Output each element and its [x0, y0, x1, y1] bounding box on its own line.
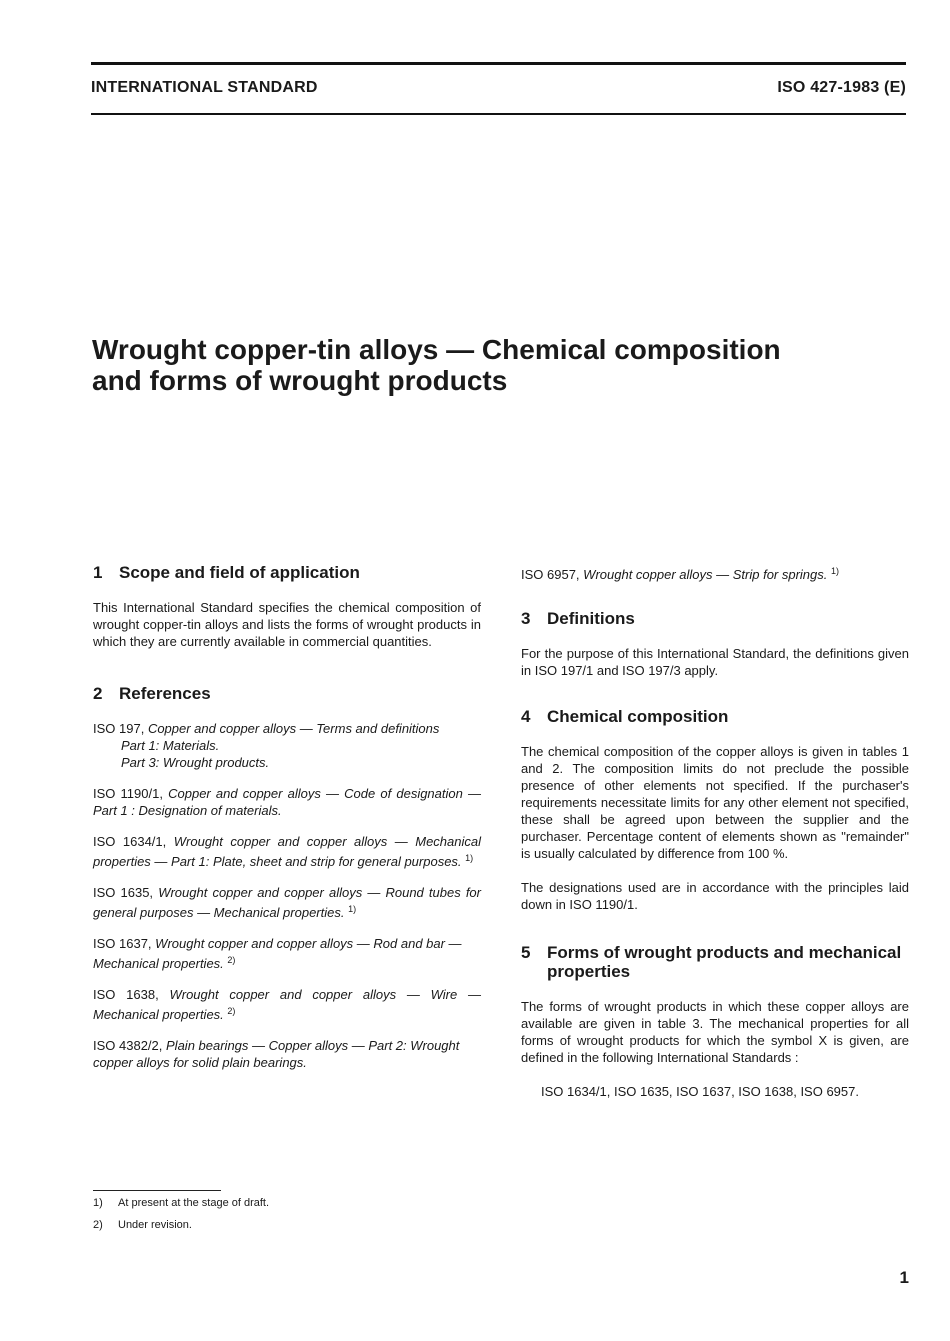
title-line-1: Wrought copper-tin alloys — Chemical composition — [92, 334, 781, 365]
footnote-mark: 1) — [93, 1197, 103, 1209]
section-title: Scope and field of application — [119, 563, 360, 582]
page-number: 1 — [899, 1268, 909, 1287]
header-top-rule — [91, 62, 906, 65]
document-title — [92, 334, 892, 396]
reference-item — [93, 1037, 481, 1071]
section-2-heading — [93, 684, 481, 703]
section-title: Chemical composition — [547, 707, 729, 726]
section-title: Forms of wrought products and mechanical properties — [547, 943, 902, 981]
standards-list: ISO 1634/1, ISO 1635, ISO 1637, ISO 1638, ISO 6957. — [541, 1084, 859, 1099]
footnote — [93, 1219, 192, 1231]
title-line-2: and forms of wrought products — [92, 365, 508, 396]
reference-title: Wrought copper and copper alloys — Rod and bar — Mechanical properties. — [93, 936, 462, 971]
section-4-paragraph: The designations used are in accordance with the principles laid down in ISO 1190/1. — [521, 880, 909, 912]
document-type: INTERNATIONAL STANDARD — [91, 79, 318, 96]
reference-item — [93, 785, 481, 819]
section-5-paragraph: The forms of wrought products in which these copper alloys are available are given in table 3. The mechanical properties for all forms of wrought products for which the symbol X is given, are defined in the following International Standards : — [521, 999, 909, 1065]
reference-title: Wrought copper and copper alloys — Round tubes for general purposes — Mechanical properties. — [93, 885, 481, 920]
left-column — [93, 563, 481, 1085]
reference-title: Copper and copper alloys — Code of designation — Part 1 : Designation of materials. — [93, 786, 481, 818]
reference-item — [93, 720, 481, 771]
reference-code: ISO 6957, — [521, 567, 580, 582]
footnote — [93, 1197, 269, 1209]
reference-title: Wrought copper and copper alloys — Wire — Mechanical properties. — [93, 987, 481, 1022]
reference-item — [521, 563, 909, 583]
reference-title: Copper and copper alloys — Terms and definitions — [147, 721, 440, 736]
section-5-heading — [521, 943, 909, 981]
reference-code: ISO 1638, — [93, 987, 159, 1002]
section-title: References — [119, 684, 211, 703]
right-column — [521, 563, 909, 1100]
footnote-text: At present at the stage of draft. — [118, 1197, 270, 1209]
reference-title: Plain bearings — Copper alloys — Part 2: Wrought copper alloys for solid plain bearings. — [93, 1038, 460, 1070]
reference-code: ISO 197, — [93, 721, 145, 736]
footnote-ref: 1) — [465, 853, 474, 863]
reference-code: ISO 1635, — [93, 885, 154, 900]
section-1-heading — [93, 563, 481, 582]
footnote-ref: 2) — [227, 955, 236, 965]
section-number: 5 — [521, 943, 531, 962]
section-1-body: This International Standard specifies the chemical composition of wrought copper-tin alloys and lists the forms of wrought products in which they are currently available in commercial quantities. — [93, 600, 481, 649]
reference-code: ISO 1634/1, — [93, 834, 167, 849]
reference-title: Wrought copper and copper alloys — Mechanical properties — Part 1: Plate, sheet and strip for general purposes. — [93, 834, 481, 869]
footnote-text: Under revision. — [118, 1219, 192, 1231]
footnote-ref: 1) — [348, 904, 357, 914]
reference-item — [93, 833, 481, 870]
footnote-ref: 2) — [227, 1006, 236, 1016]
standard-number: ISO 427-1983 (E) — [777, 79, 906, 96]
header-bottom-rule — [91, 113, 906, 115]
footnote-ref: 1) — [831, 566, 840, 576]
section-4-paragraph: The chemical composition of the copper alloys is given in tables 1 and 2. The composition limits do not preclude the possible presence of other elements not specified. If the purchaser's requirements necessitate limits for any other element not specified, these shall be agreed upon between the supplier and the purchaser. Percentage content of elements shown as "remainder" is usually calculated by difference from 100 %. — [521, 744, 909, 861]
reference-title: Wrought copper alloys — Strip for springs. — [583, 567, 828, 582]
reference-code: ISO 1637, — [93, 936, 152, 951]
section-3-heading — [521, 609, 909, 628]
reference-item — [93, 935, 481, 972]
section-number: 2 — [93, 684, 103, 703]
reference-part: Part 1: Materials. — [121, 738, 220, 753]
section-number: 1 — [93, 563, 103, 582]
footnote-rule — [93, 1190, 221, 1191]
section-number: 4 — [521, 707, 531, 726]
reference-part: Part 3: Wrought products. — [121, 755, 270, 770]
section-title: Definitions — [547, 609, 635, 628]
section-number: 3 — [521, 609, 531, 628]
section-4-heading — [521, 707, 909, 726]
reference-code: ISO 4382/2, — [93, 1038, 163, 1053]
reference-item — [93, 986, 481, 1023]
section-3-body: For the purpose of this International Standard, the definitions given in ISO 197/1 and ISO 197/3 apply. — [521, 646, 909, 678]
reference-item — [93, 884, 481, 921]
reference-code: ISO 1190/1, — [93, 786, 163, 801]
footnote-mark: 2) — [93, 1219, 103, 1231]
